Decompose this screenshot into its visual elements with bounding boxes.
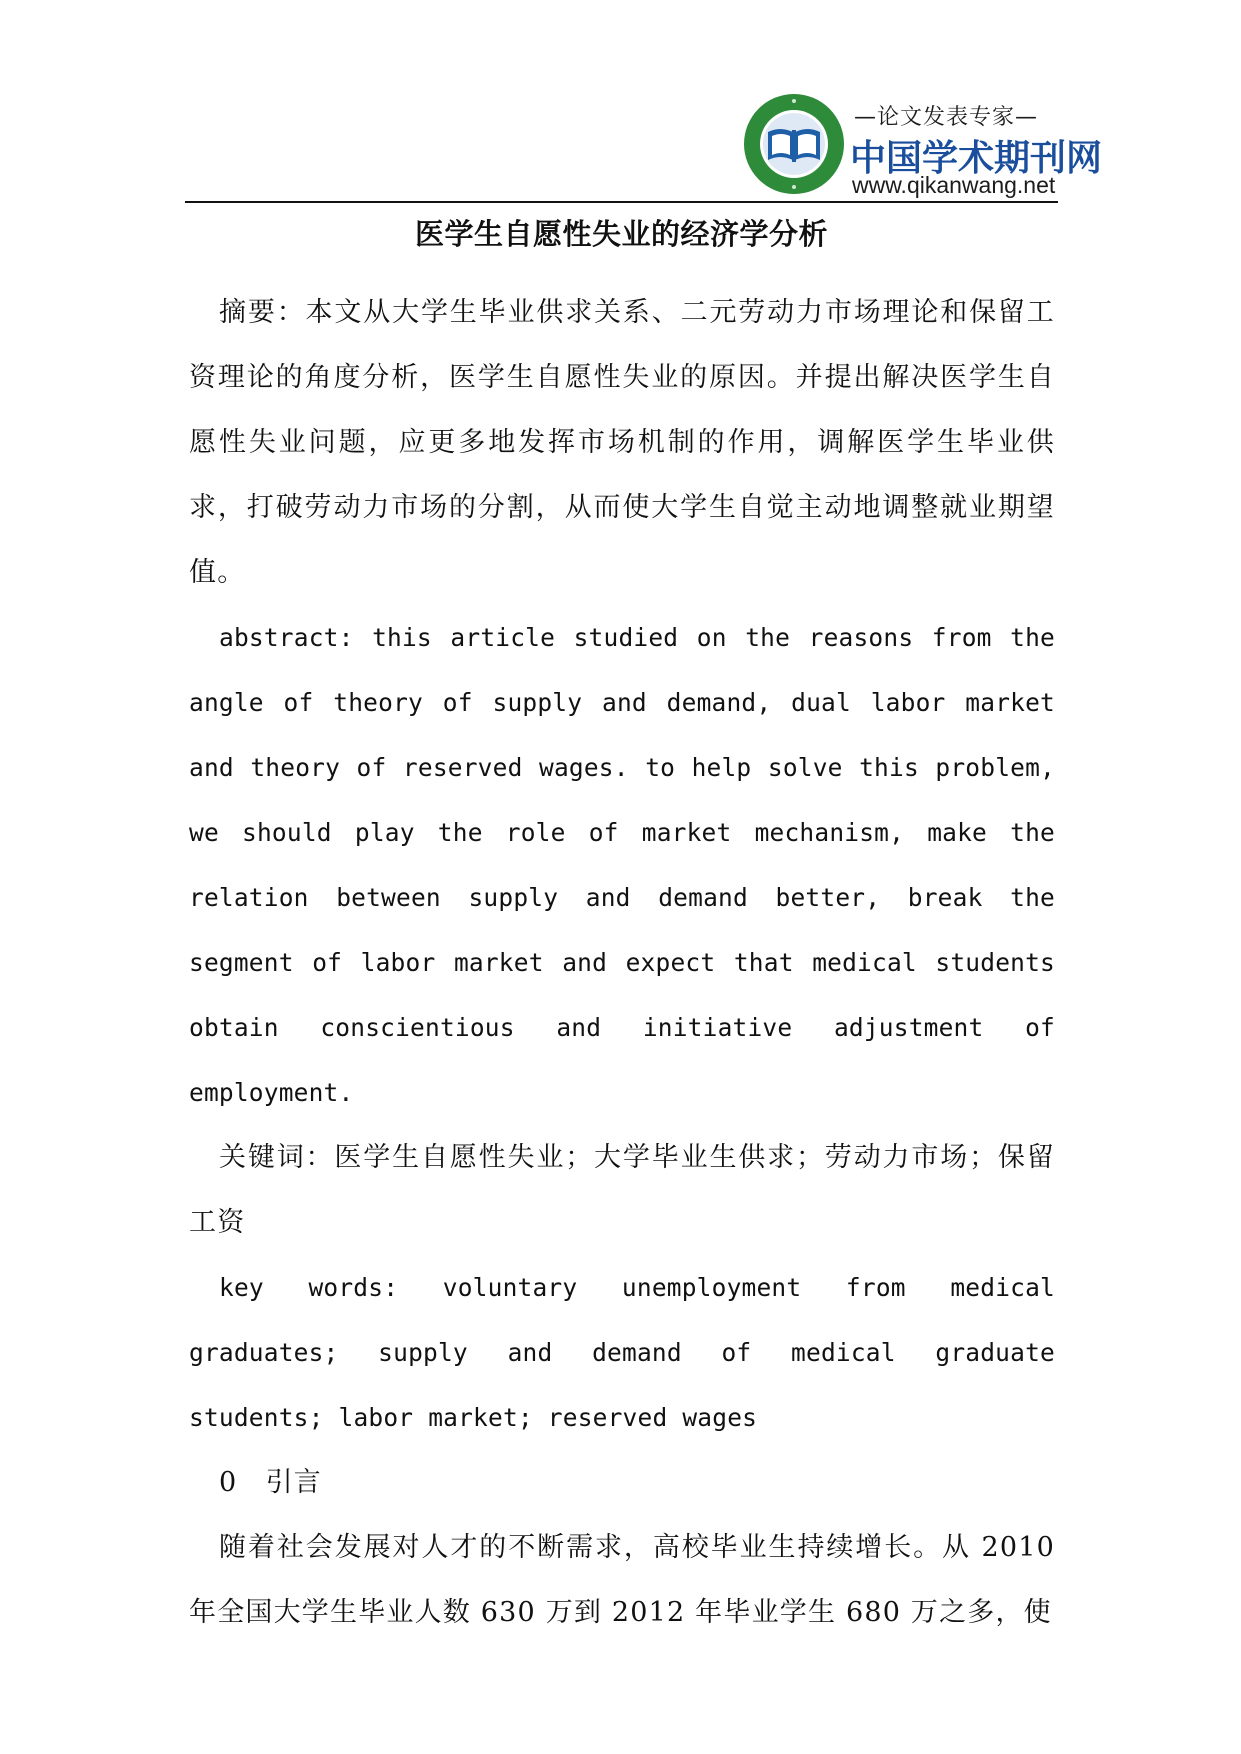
header-divider (185, 201, 1058, 203)
article-title: 医学生自愿性失业的经济学分析 (414, 217, 828, 251)
introduction-paragraph: 随着社会发展对人才的不断需求，高校毕业生持续增长。从 2010 年全国大学生毕业人数 630 万到 2012 年毕业学生 680 万之多，使 (189, 1532, 1055, 1628)
logo-url: www.qikanwang.net (852, 172, 1056, 198)
keywords-english: key words: voluntary unemployment from medical graduates; supply and demand of medical graduate students; labor market; reserved wages (189, 1273, 1055, 1432)
abstract-english: abstract: this article studied on the reasons from the angle of theory of supply and demand, dual labor market and theory of reserved wages. to help solve this problem, we should play the role of market mechanism, make the relation between supply and demand better, break the segment of labor market and expect that medical students obtain conscientious and initiative adjustment of employment. (189, 623, 1055, 1107)
logo-tagline: —论文发表专家— (854, 105, 1039, 130)
article-body (189, 280, 1055, 1645)
logo-name: 中国学术期刊网 (850, 138, 1103, 179)
publisher-logo (742, 88, 1103, 200)
abstract-chinese: 摘要：本文从大学生毕业供求关系、二元劳动力市场理论和保留工资理论的角度分析，医学生自愿性失业的原因。并提出解决医学生自愿性失业问题，应更多地发挥市场机制的作用，调解医学生毕业供求，打破劳动力市场的分割，从而使大学生自觉主动地调整就业期望值。 (189, 297, 1055, 588)
keywords-chinese: 关键词：医学生自愿性失业；大学毕业生供求；劳动力市场；保留工资 (189, 1142, 1055, 1238)
book-seal-icon (742, 92, 846, 196)
logo-text-group (850, 88, 1103, 200)
section-heading-introduction: 0 引言 (219, 1467, 322, 1498)
